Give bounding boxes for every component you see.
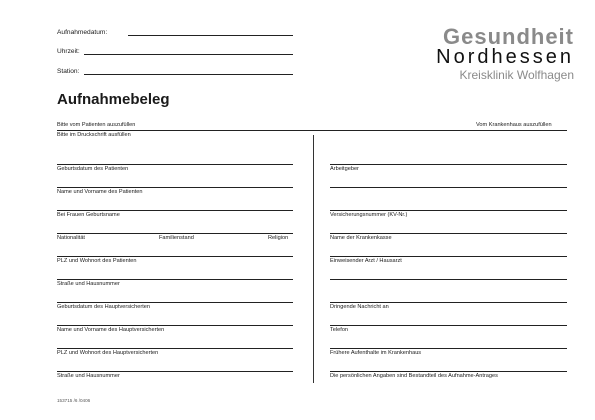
birthdate-label: Geburtsdatum des Patienten (57, 166, 129, 172)
phone-label: Telefon (330, 327, 349, 333)
insurance-number-label: Versicherungsnummer (KV-Nr.) (330, 212, 408, 218)
field-line-left-10[interactable] (57, 371, 293, 372)
field-line-right-2[interactable] (330, 187, 567, 188)
station-line[interactable] (84, 74, 293, 75)
nationality-label: Nationalität (57, 235, 85, 241)
field-line-right-8[interactable] (330, 325, 567, 326)
field-line-right-3[interactable] (330, 210, 567, 211)
instruction-left: Bitte vom Patienten auszufüllen (57, 122, 136, 128)
field-line-left-8[interactable] (57, 325, 293, 326)
field-line-left-1[interactable] (57, 164, 293, 165)
field-line-right-9[interactable] (330, 348, 567, 349)
referring-doctor-label: Einweisender Arzt / Hausarzt (330, 258, 402, 264)
field-line-right-5[interactable] (330, 256, 567, 257)
logo-nordhessen: Nordhessen (436, 46, 574, 68)
admission-date-line[interactable] (128, 35, 293, 36)
field-line-right-7[interactable] (330, 302, 567, 303)
insured-name-label: Name und Vorname des Hauptversicherten (57, 327, 165, 333)
previous-stays-label: Frühere Aufenthalte im Krankenhaus (330, 350, 422, 356)
zip-city-label: PLZ und Wohnort des Patienten (57, 258, 137, 264)
field-line-right-4[interactable] (330, 233, 567, 234)
time-line[interactable] (84, 54, 293, 55)
column-divider (313, 135, 314, 383)
insured-zip-city-label: PLZ und Wohnort des Hauptversicherten (57, 350, 159, 356)
instruction-divider (57, 130, 567, 131)
religion-label: Religion (268, 235, 289, 241)
health-insurer-label: Name der Krankenkasse (330, 235, 392, 241)
field-line-right-1[interactable] (330, 164, 567, 165)
field-line-right-10[interactable] (330, 371, 567, 372)
urgent-notice-label: Dringende Nachricht an (330, 304, 389, 310)
insured-birthdate-label: Geburtsdatum des Hauptversicherten (57, 304, 150, 310)
form-code: 153715 /6 /0406 (57, 398, 91, 403)
street-label: Straße und Hausnummer (57, 281, 120, 287)
field-line-left-3[interactable] (57, 210, 293, 211)
hospital-logo (404, 24, 574, 82)
station-label: Station: (57, 68, 80, 75)
form-title: Aufnahmebeleg (57, 91, 170, 108)
patient-name-label: Name und Vorname des Patienten (57, 189, 143, 195)
admission-date-label: Aufnahmedatum: (57, 29, 108, 36)
birth-name-label: Bei Frauen Geburtsname (57, 212, 120, 218)
block-letters-note: Bitte im Druckschrift ausfüllen (57, 132, 131, 138)
insured-street-label: Straße und Hausnummer (57, 373, 120, 379)
field-line-right-6[interactable] (330, 279, 567, 280)
disclaimer-text: Die persönlichen Angaben sind Bestandteil des Aufnahme-Antrages (330, 373, 498, 379)
field-line-left-4[interactable] (57, 233, 293, 234)
instruction-right: Vom Krankenhaus auszufüllen (476, 122, 552, 128)
time-label: Uhrzeit: (57, 48, 80, 55)
logo-kreisklinik: Kreisklinik Wolfhagen (459, 68, 574, 82)
employer-label: Arbeitgeber (330, 166, 359, 172)
field-line-left-6[interactable] (57, 279, 293, 280)
field-line-left-9[interactable] (57, 348, 293, 349)
field-line-left-7[interactable] (57, 302, 293, 303)
field-line-left-2[interactable] (57, 187, 293, 188)
field-line-left-5[interactable] (57, 256, 293, 257)
family-status-label: Familienstand (159, 235, 194, 241)
logo-gesundheit: Gesundheit (442, 24, 574, 49)
